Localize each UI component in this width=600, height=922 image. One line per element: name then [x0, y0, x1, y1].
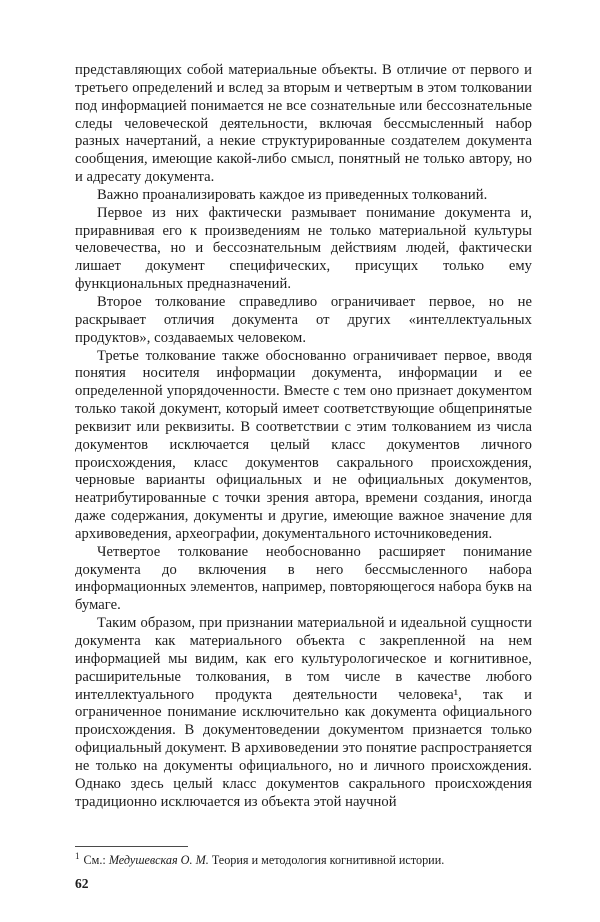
- page-number: 62: [75, 876, 89, 891]
- paragraph-5: Третье толкование также обоснованно ограничивает первое, вводя понятия носителя информации документа, информации и ее определенной упорядоченности. Вместе с тем оно признает документом только такой документ, который имеет соответствующие общепринятые реквизит или реквизиты. В соответствии с этим толкованием из числа документов исключается целый класс документов личного происхождения, класс документов сакрального происхождения, черновые варианты официальных и не официальных документов, неатрибутированные с точки зрения автора, времени создания, иногда даже содержания, документы и другие, имеющие важное значение для архивоведения, археографии, документального источниковедения.: [75, 347, 532, 542]
- body-text: [75, 62, 532, 811]
- footnote-author: Медушевская О. М.: [108, 853, 209, 867]
- paragraph-4: Второе толкование справедливо ограничивает первое, но не раскрывает отличия документа от других «интеллектуальных продуктов», создаваемых человеком.: [75, 293, 532, 346]
- footnote-prefix: См.:: [83, 853, 109, 867]
- paragraph-3: Первое из них фактически размывает понимание документа и, приравнивая его к произведениям не только материальной культуры человечества, но и бессознательным действиям людей, фактически лишает документ специфических, присущих только ему функциональных предназначений.: [75, 204, 532, 293]
- footnote-block: [75, 846, 532, 868]
- footnote: [75, 850, 532, 868]
- footnote-divider: [75, 846, 188, 847]
- footnote-text: Теория и методология когнитивной истории.: [208, 853, 445, 867]
- paragraph-7: Таким образом, при признании материальной и идеальной сущности документа как материального объекта с закрепленной на нем информацией мы видим, как его культурологическое и когнитивное, расширительные толкования, в том числе в качестве любого интеллектуального продукта деятельности человека¹, так и ограниченное понимание исключительно как документа официального происхождения. В документоведении документом признается только официальный документ. В архивоведении это понятие распространяется не только на документы официального, но и личного происхождения. Однако здесь целый класс документов сакрального происхождения традиционно исключается из объекта этой научной: [75, 615, 532, 810]
- footnote-marker: 1: [75, 850, 80, 861]
- paragraph-1: представляющих собой материальные объекты. В отличие от первого и третьего определений и вслед за вторым и четвертым в этом толковании под информацией понимается не все сознательные или бессознательные следы человеческой деятельности, включая бессмысленный набор разных начертаний, а некие структурированные создателем документа сообщения, имеющие какой-либо смысл, понятный не только автору, но и адресату документа.: [75, 62, 532, 186]
- paragraph-2: Важно проанализировать каждое из приведенных толкований.: [97, 186, 488, 203]
- paragraph-6: Четвертое толкование необоснованно расширяет понимание документа до включения в него бессмысленного набора информационных элементов, например, повторяющегося набора букв на бумаге.: [75, 543, 532, 614]
